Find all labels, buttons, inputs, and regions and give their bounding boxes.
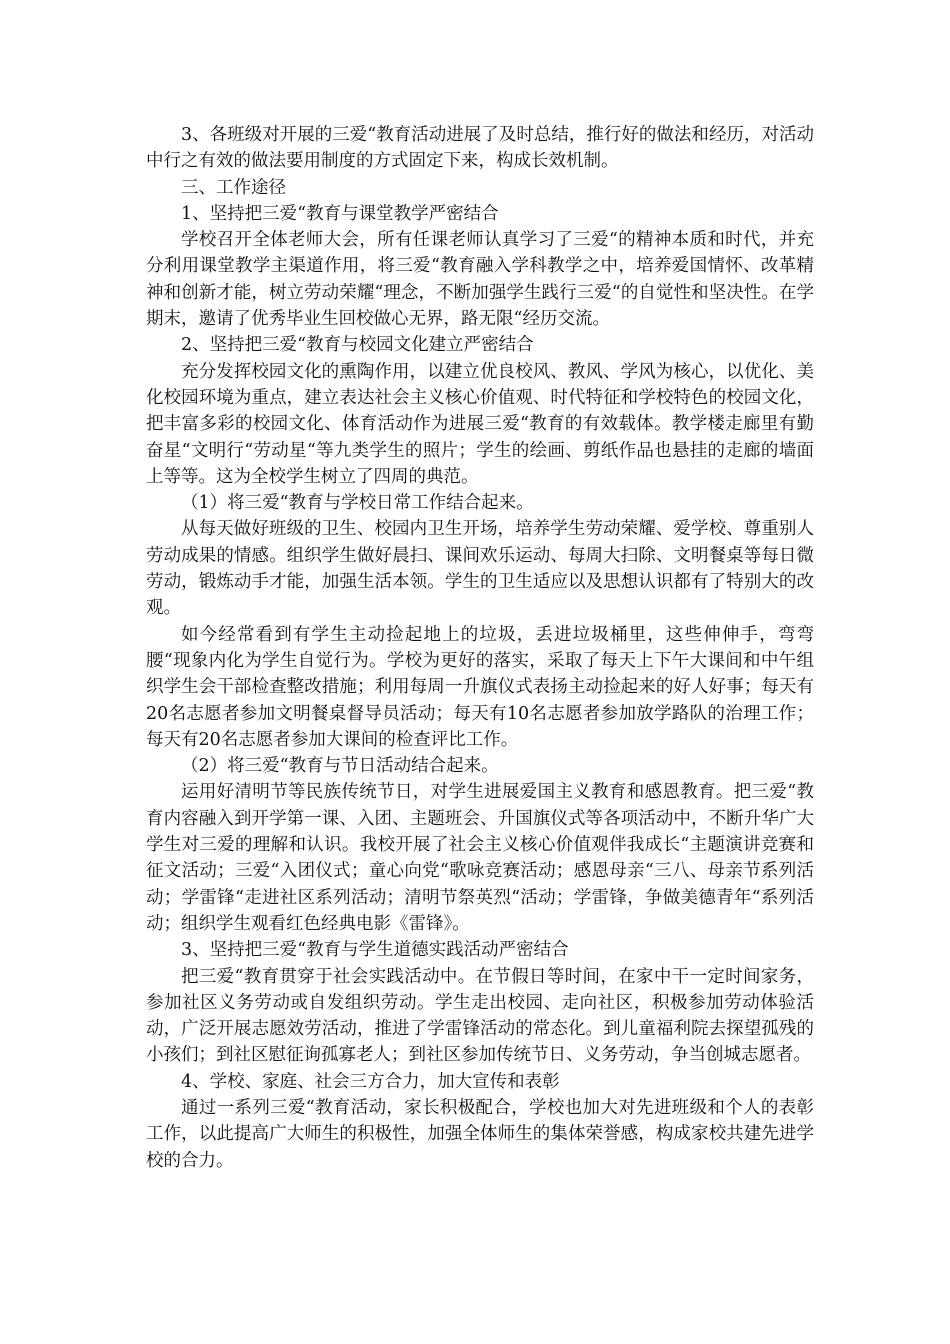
paragraph-festival-activities: 运用好清明节等民族传统节日，对学生进展爱国主义教育和感恩教育。把三爱“教育内容融入到开学第一课、入团、主题班会、升国旗仪式等各项活动中，不断升华广大学生对三爱的理解和认识。我校开展了社会主义核心价值观伴我成长“主题演讲竞赛和征文活动；三爱“入团仪式；童心向党“歌咏竞赛活动；感恩母亲“三八、母亲节系列活动；学雷锋“走进社区系列活动；清明节祭英烈“活动；学雷锋，争做美德青年“系列活动；组织学生观看红色经典电影《雷锋》。 <box>146 782 814 934</box>
paragraph-volunteer-measures: 如今经常看到有学生主动捡起地上的垃圾，丢进垃圾桶里，这些伸伸手，弯弯腰“现象内化为学生自觉行为。学校为更好的落实，采取了每天上下午大课间和中午组织学生会干部检查整改措施；利用每周一升旗仪式表扬主动捡起来的好人好事；每天有20名志愿者参加文明餐桌督导员活动；每天有10名志愿者参加放学路队的治理工作；每天有20名志愿者参加大课间的检查评比工作。 <box>146 624 814 750</box>
section-heading-work-approach: 三、工作途径 <box>181 177 286 198</box>
subheading-campus-culture: 2、坚持把三爱“教育与校园文化建立严密结合 <box>181 335 534 356</box>
document-page <box>146 122 814 1174</box>
paragraph-classroom-teaching: 学校召开全体老师大会，所有任课老师认真学习了三爱“的精神本质和时代，并充分利用课堂教学主渠道作用，将三爱“教育融入学科教学之中，培养爱国情怀、改革精神和创新才能，树立劳动荣耀“理念，不断加强学生践行三爱“的自觉性和坚决性。在学期末，邀请了优秀毕业生回校做心无界，路无限“经历交流。 <box>146 230 814 330</box>
paragraph-campus-culture: 充分发挥校园文化的熏陶作用，以建立优良校风、教风、学风为核心，以优化、美化校园环境为重点，建立表达社会主义核心价值观、时代特征和学校特色的校园文化，把丰富多彩的校园文化、体育活动作为进展三爱“教育的有效载体。教学楼走廊里有勤奋星“文明行“劳动星“等九类学生的照片；学生的绘画、剪纸作品也悬挂的走廊的墙面上等等。这为全校学生树立了四周的典范。 <box>146 361 814 487</box>
subheading-daily-work: （1）将三爱“教育与学校日常工作结合起来。 <box>181 493 534 514</box>
paragraph-class-summary: 3、各班级对开展的三爱“教育活动进展了及时总结，推行好的做法和经历，对活动中行之有效的做法要用制度的方式固定下来，构成长效机制。 <box>146 125 814 172</box>
paragraph-moral-practice: 把三爱“教育贯穿于社会实践活动中。在节假日等时间，在家中干一定时间家务，参加社区义务劳动或自发组织劳动。学生走出校园、走向社区，积极参加劳动体验活动，广泛开展志愿效劳活动，推进了学雷锋活动的常态化。到儿童福利院去探望孤残的小孩们；到社区慰征询孤寡老人；到社区参加传统节日、义务劳动，争当创城志愿者。 <box>146 966 814 1066</box>
subheading-joint-effort: 4、学校、家庭、社会三方合力，加大宣传和表彰 <box>181 1071 560 1092</box>
subheading-classroom-teaching: 1、坚持把三爱“教育与课堂教学严密结合 <box>181 203 499 224</box>
subheading-festival-activities: （2）将三爱“教育与节日活动结合起来。 <box>181 756 499 777</box>
paragraph-daily-hygiene: 从每天做好班级的卫生、校园内卫生开场，培养学生劳动荣耀、爱学校、尊重别人劳动成果的情感。组织学生做好晨扫、课间欢乐运动、每周大扫除、文明餐桌等每日微劳动，锻炼动手才能，加强生活本领。学生的卫生适应以及思想认识都有了特别大的改观。 <box>146 519 814 619</box>
paragraph-joint-effort: 通过一系列三爱“教育活动，家长积极配合，学校也加大对先进班级和个人的表彰工作，以此提高广大师生的积极性，加强全体师生的集体荣誉感，构成家校共建先进学校的合力。 <box>146 1097 814 1171</box>
subheading-moral-practice: 3、坚持把三爱“教育与学生道德实践活动严密结合 <box>181 940 569 961</box>
